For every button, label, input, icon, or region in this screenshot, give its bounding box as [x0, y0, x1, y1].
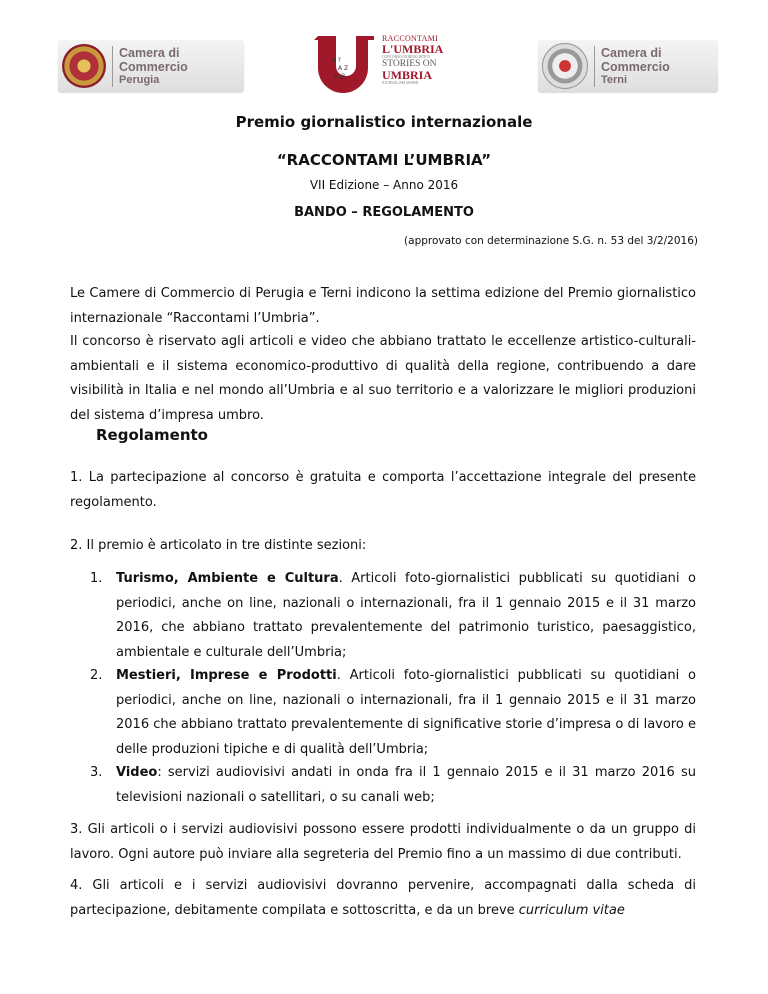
regolamento-heading: Regolamento — [96, 426, 208, 444]
section-item — [90, 761, 696, 810]
rule-4-italic: curriculum vitae — [518, 902, 625, 918]
u-letter-icon — [312, 34, 378, 96]
perugia-seal-icon — [62, 44, 106, 88]
section-item-title: Video — [116, 765, 158, 780]
svg-text:4 ?: 4 ? — [332, 57, 341, 64]
terni-logo-line2: Terni — [601, 73, 628, 86]
svg-text:x @: x @ — [334, 73, 346, 80]
center-logo-small2: JOURNALISM AWARD — [382, 81, 419, 85]
section-item-title: Mestieri, Imprese e Prodotti — [116, 668, 337, 683]
award-name: “RACCONTAMI L’UMBRIA” — [276, 151, 492, 169]
section-item-text: . Articoli foto-giornalistici pubblicati su quotidiani o periodici, anche on line, nazionali o internazionali, fra il 1 gennaio 2015 e il 31 marzo 2016 che abbiano trattato prevalentemente di significative storie d’impresa o di lavoro e delle produzioni tipiche e di qualità dell’Umbria; — [116, 668, 696, 757]
terni-logo-line1: Camera di Commercio — [601, 45, 670, 74]
section-item-number: 3. — [90, 765, 103, 780]
section-item-number: 2. — [90, 668, 103, 683]
terni-seal-icon — [542, 43, 588, 89]
rule-3: 3. Gli articoli o i servizi audiovisivi possono essere prodotti individualmente o da un gruppo di lavoro. Ogni autore può inviare alla segreteria del Premio fino a un massimo di due contributi. — [70, 822, 696, 862]
intro-paragraph-2: Il concorso è riservato agli articoli e video che abbiano trattato le eccellenze artistico-culturali-ambientali e il sistema economico-produttivo di qualità della regione, contribuendo a dare visibilità in Italia e nel mondo all’Umbria e al suo territorio e a valorizzare le migliori produzioni del sistema d’impresa umbro. — [70, 334, 696, 423]
rule-4 — [70, 874, 696, 923]
section-item-number: 1. — [90, 571, 103, 586]
section-item — [90, 664, 696, 762]
center-logo-line1: RACCONTAMI — [382, 34, 439, 43]
perugia-logo-text — [112, 46, 244, 87]
section-item — [90, 567, 696, 665]
perugia-logo-line2: Perugia — [119, 73, 160, 86]
terni-logo-text — [594, 46, 718, 87]
intro-paragraph-1: Le Camere di Commercio di Perugia e Terni indicono la settima edizione del Premio giornalistico internazionale “Raccontami l’Umbria”. — [70, 286, 696, 326]
section-item-text: . Articoli foto-giornalistici pubblicati su quotidiani o periodici, anche on line, nazionali o internazionali, fra il 1 gennaio 2015 e il 31 marzo 2016, che abbiano trattato prevalentemente del patrimonio turistico, paesaggistico, ambientale e culturale dell’Umbria; — [116, 571, 696, 660]
camera-commercio-terni-logo — [538, 40, 718, 92]
center-logo-line2: L'UMBRIA — [382, 42, 444, 56]
rule-4-text: 4. Gli articoli e i servizi audiovisivi dovranno pervenire, accompagnati dalla scheda di partecipazione, debitamente compilata e sottoscritta, e da un breve — [70, 878, 696, 918]
center-logo-line4: UMBRIA — [382, 68, 432, 82]
edition-line: VII Edizione – Anno 2016 — [309, 178, 459, 192]
section-item-title: Turismo, Ambiente e Cultura — [116, 571, 339, 586]
document-title: Premio giornalistico internazionale — [235, 113, 533, 131]
rule-1: 1. La partecipazione al concorso è gratuita e comporta l’accettazione integrale del presente regolamento. — [70, 470, 696, 510]
bando-heading: BANDO – REGOLAMENTO — [294, 205, 474, 220]
rule-2: 2. Il premio è articolato in tre distinte sezioni: — [70, 538, 367, 553]
perugia-logo-line1: Camera di Commercio — [119, 45, 188, 74]
section-item-text: : servizi audiovisivi andati in onda fra il 1 gennaio 2015 e il 31 marzo 2016 su televisioni nazionali o satellitari, o su canali web; — [116, 765, 696, 805]
approval-note: (approvato con determinazione S.G. n. 53 del 3/2/2016) — [404, 235, 698, 247]
center-logo-line3: STORIES ON — [382, 59, 437, 69]
center-logo-small: CONCORSO GIORNALISTICO — [382, 55, 431, 59]
svg-text:A Z: A Z — [338, 65, 349, 72]
camera-commercio-perugia-logo — [58, 40, 244, 92]
center-logo-text — [382, 34, 454, 85]
raccontami-umbria-logo — [310, 34, 450, 96]
